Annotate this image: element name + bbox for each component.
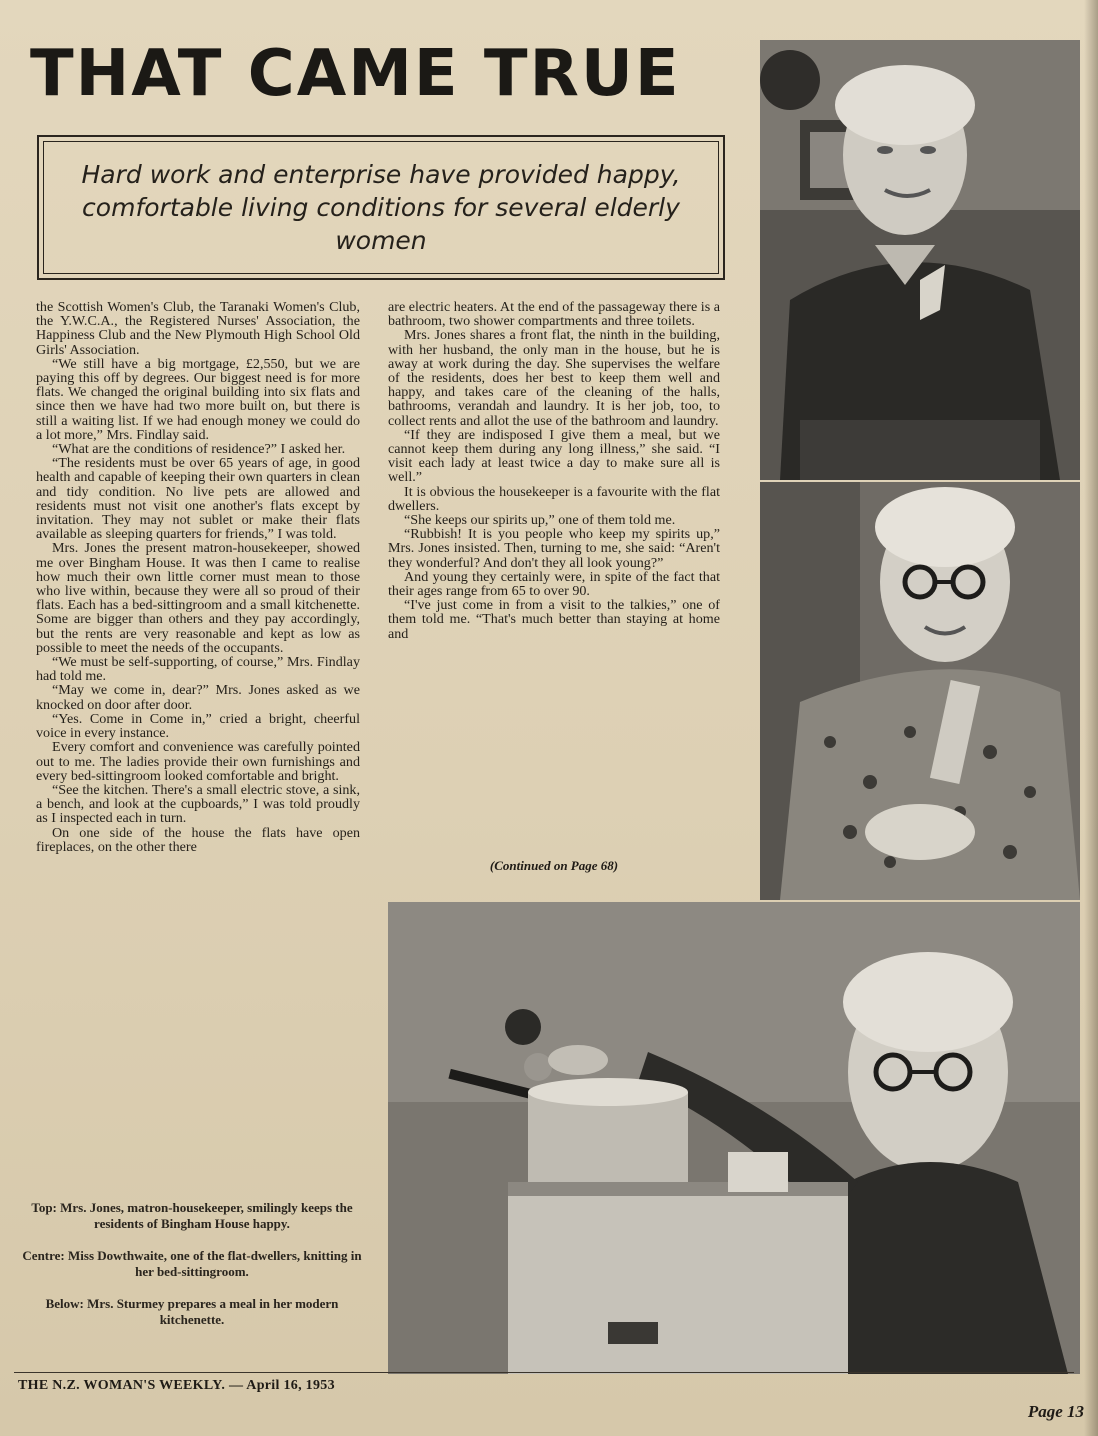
paragraph: It is obvious the housekeeper is a favourite with the flat dwellers.	[388, 483, 720, 514]
paragraph: “May we come in, dear?” Mrs. Jones asked as we knocked on door after door.	[36, 682, 360, 713]
photo-mrs-jones-image	[760, 40, 1080, 480]
deck-text: Hard work and enterprise have provided happy, comfortable living conditions for several elderly women	[81, 160, 681, 255]
paragraph: “I've just come in from a visit to the talkies,” one of them told me. “That's much better than staying at home and	[388, 597, 720, 642]
paragraph: Mrs. Jones shares a front flat, the ninth in the building, with her husband, the only man in the house, but he is away at work during the day. She supervises the welfare of the residents, does her best to keep them well and happy, and takes care of the cleaning of the halls, bathrooms, verandah and laundry. It is her job, too, to collect rents and allot the use of the bathroom and laundry.	[388, 327, 720, 429]
caption-centre: Centre: Miss Dowthwaite, one of the flat-dwellers, knitting in her bed-sittingroom.	[22, 1248, 362, 1279]
paragraph: “We must be self-supporting, of course,” Mrs. Findlay had told me.	[36, 654, 360, 685]
caption-top: Top: Mrs. Jones, matron-housekeeper, smilingly keeps the residents of Bingham House happy.	[31, 1200, 353, 1231]
continued-note: (Continued on Page 68)	[489, 858, 619, 873]
paragraph: “Yes. Come in Come in,” cried a bright, cheerful voice in every instance.	[36, 710, 360, 742]
paragraph: are electric heaters. At the end of the passageway there is a bathroom, two shower compartments and three toilets.	[388, 299, 720, 330]
paragraph: “We still have a big mortgage, £2,550, but we are paying this off by degrees. Our biggest need is for more flats. We changed the original building into six flats and since then we have had two more built on, but there is still a waiting list. If we had enough money we could do a lot more,” Mrs. Findlay said.	[36, 355, 360, 443]
photo-mrs-jones	[760, 40, 1080, 480]
deck-box	[37, 135, 725, 280]
paragraph: the Scottish Women's Club, the Taranaki Women's Club, the Y.W.C.A., the Registered Nurses' Association, the Happiness Club and the New Plymouth High School Old Girls' Association.	[36, 299, 360, 358]
photo-mrs-sturmey-image	[388, 902, 1080, 1374]
paragraph: “See the kitchen. There's a small electric stove, a sink, a bench, and look at the cupboards,” I was told proudly as I inspected each in turn.	[36, 781, 360, 827]
publication-line: THE N.Z. WOMAN'S WEEKLY. — April 16, 1953	[18, 1378, 335, 1393]
photo-miss-dowthwaite	[760, 482, 1080, 900]
photo-mrs-sturmey	[388, 902, 1080, 1374]
article-column-1	[36, 300, 360, 1180]
paragraph: Every comfort and convenience was carefully pointed out to me. The ladies provide their own furnishings and every bed-sittingroom looked comfortable and bright.	[36, 739, 360, 784]
paragraph: And young they certainly were, in spite of the fact that their ages range from 65 to over 90.	[388, 568, 720, 600]
paragraph: “She keeps our spirits up,” one of them told me.	[404, 512, 676, 529]
photo-miss-dowthwaite-image	[760, 482, 1080, 900]
footer-rule	[14, 1372, 1074, 1373]
deck-inner-border	[43, 141, 719, 274]
paragraph: On one side of the house the flats have open fireplaces, on the other there	[36, 824, 360, 855]
paragraph: “The residents must be over 65 years of age, in good health and capable of keeping their own quarters in clean and tidy condition. No live pets are allowed and residents must not visit one another's flats except by invitation. They may not sublet or make their flats available as sleeping quarters for friends,” I was told.	[36, 455, 360, 543]
article-column-2	[388, 300, 720, 890]
page-number: Page 13	[1027, 1402, 1084, 1421]
paragraph: Mrs. Jones the present matron-housekeeper, showed me over Bingham House. It was then I came to realise how much their own little corner must mean to those who live within, because they were all so proud of their flats. Each has a bed-sittingroom and a small kitchenette. Some are bigger than others and they pay accordingly, but the rents are very reasonable and kept as low as possible to meet the needs of the occupants.	[36, 540, 360, 656]
paragraph: “What are the conditions of residence?” I asked her.	[52, 441, 346, 458]
paragraph: “If they are indisposed I give them a meal, but we cannot keep them during any long illness,” she said. “I visit each lady at least twice a day to make sure all is well.”	[388, 426, 720, 486]
paragraph: “Rubbish! It is you people who keep my spirits up,” Mrs. Jones insisted. Then, turning to me, she said: “Aren't they wonderful? And don't they all look young?”	[388, 526, 720, 571]
caption-below: Below: Mrs. Sturmey prepares a meal in her modern kitchenette.	[45, 1296, 339, 1327]
headline: THAT CAME TRUE	[30, 37, 681, 111]
photo-captions	[18, 1200, 366, 1344]
